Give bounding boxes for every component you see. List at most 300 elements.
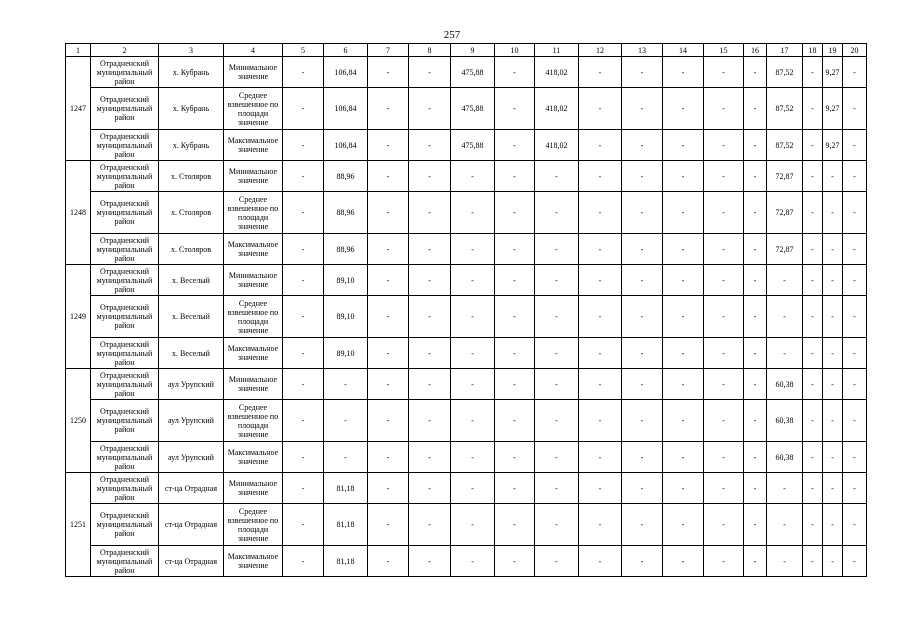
header-cell: 16 bbox=[744, 44, 767, 57]
value-cell: - bbox=[704, 161, 744, 192]
header-cell: 12 bbox=[579, 44, 622, 57]
value-type-cell: Среднее взвешенное по площади значение bbox=[224, 504, 283, 546]
settlement-cell: х. Кубрань bbox=[159, 88, 224, 130]
value-cell: - bbox=[409, 369, 451, 400]
value-cell: - bbox=[409, 130, 451, 161]
table-row bbox=[66, 296, 867, 338]
value-cell: - bbox=[409, 338, 451, 369]
value-type-cell: Максимальное значение bbox=[224, 338, 283, 369]
value-cell: - bbox=[622, 161, 663, 192]
value-cell: - bbox=[663, 265, 704, 296]
value-cell: 418,02 bbox=[535, 57, 579, 88]
value-cell: - bbox=[451, 442, 495, 473]
table-row bbox=[66, 369, 867, 400]
settlement-cell: х. Столяров bbox=[159, 192, 224, 234]
settlement-cell: х. Столяров bbox=[159, 234, 224, 265]
settlement-cell: аул Урупский bbox=[159, 369, 224, 400]
value-cell: - bbox=[823, 473, 843, 504]
value-cell: - bbox=[579, 265, 622, 296]
settlement-cell: х. Веселый bbox=[159, 265, 224, 296]
value-cell: - bbox=[843, 504, 867, 546]
value-cell: - bbox=[803, 400, 823, 442]
settlement-cell: ст-ца Отрадная bbox=[159, 546, 224, 577]
value-type-cell: Максимальное значение bbox=[224, 546, 283, 577]
value-cell: 81,18 bbox=[324, 504, 368, 546]
header-cell: 8 bbox=[409, 44, 451, 57]
value-cell: - bbox=[622, 400, 663, 442]
value-cell: 475,88 bbox=[451, 130, 495, 161]
value-cell: - bbox=[324, 369, 368, 400]
value-cell: - bbox=[495, 192, 535, 234]
value-cell: - bbox=[579, 400, 622, 442]
value-cell: - bbox=[495, 234, 535, 265]
value-cell: - bbox=[368, 192, 409, 234]
value-cell: - bbox=[843, 192, 867, 234]
value-type-cell: Среднее взвешенное по площади значение bbox=[224, 192, 283, 234]
value-cell: - bbox=[744, 546, 767, 577]
value-cell: - bbox=[579, 161, 622, 192]
value-cell: - bbox=[704, 57, 744, 88]
value-cell: - bbox=[495, 504, 535, 546]
value-cell: - bbox=[283, 265, 324, 296]
value-cell: 475,88 bbox=[451, 88, 495, 130]
value-cell: - bbox=[495, 338, 535, 369]
table-row bbox=[66, 442, 867, 473]
value-cell: - bbox=[495, 57, 535, 88]
value-cell: - bbox=[579, 504, 622, 546]
value-cell: - bbox=[823, 369, 843, 400]
value-cell: - bbox=[622, 88, 663, 130]
value-cell: - bbox=[451, 265, 495, 296]
value-cell: - bbox=[535, 546, 579, 577]
value-cell: - bbox=[823, 192, 843, 234]
value-type-cell: Минимальное значение bbox=[224, 161, 283, 192]
value-cell: - bbox=[704, 192, 744, 234]
value-cell: - bbox=[744, 130, 767, 161]
district-cell: Отрадненский муниципальный район bbox=[91, 234, 159, 265]
settlement-cell: х. Веселый bbox=[159, 338, 224, 369]
value-cell: - bbox=[663, 130, 704, 161]
value-cell: - bbox=[535, 192, 579, 234]
value-type-cell: Максимальное значение bbox=[224, 442, 283, 473]
value-cell: - bbox=[409, 546, 451, 577]
value-cell: - bbox=[283, 57, 324, 88]
value-cell: - bbox=[803, 338, 823, 369]
value-cell: 89,10 bbox=[324, 265, 368, 296]
settlement-cell: аул Урупский bbox=[159, 400, 224, 442]
value-cell: 106,84 bbox=[324, 130, 368, 161]
value-cell: - bbox=[368, 473, 409, 504]
value-cell: - bbox=[283, 369, 324, 400]
value-cell: - bbox=[368, 57, 409, 88]
value-cell: - bbox=[409, 192, 451, 234]
header-cell: 2 bbox=[91, 44, 159, 57]
value-cell: 418,02 bbox=[535, 130, 579, 161]
settlement-cell: ст-ца Отрадная bbox=[159, 473, 224, 504]
value-cell: - bbox=[704, 473, 744, 504]
value-cell: - bbox=[283, 88, 324, 130]
value-cell: - bbox=[843, 296, 867, 338]
value-type-cell: Минимальное значение bbox=[224, 473, 283, 504]
value-cell: - bbox=[823, 546, 843, 577]
value-cell: 106,84 bbox=[324, 88, 368, 130]
district-cell: Отрадненский муниципальный район bbox=[91, 88, 159, 130]
value-cell: - bbox=[451, 161, 495, 192]
value-cell: - bbox=[451, 234, 495, 265]
value-cell: - bbox=[663, 442, 704, 473]
header-cell: 10 bbox=[495, 44, 535, 57]
value-cell: - bbox=[843, 400, 867, 442]
value-cell: - bbox=[368, 234, 409, 265]
value-cell: - bbox=[704, 338, 744, 369]
value-type-cell: Среднее взвешенное по площади значение bbox=[224, 88, 283, 130]
header-cell: 6 bbox=[324, 44, 368, 57]
value-cell: - bbox=[843, 57, 867, 88]
value-cell: - bbox=[843, 442, 867, 473]
value-cell: - bbox=[622, 369, 663, 400]
value-cell: - bbox=[622, 546, 663, 577]
value-cell: - bbox=[579, 234, 622, 265]
value-cell: - bbox=[803, 265, 823, 296]
value-cell: - bbox=[843, 265, 867, 296]
value-cell: - bbox=[704, 400, 744, 442]
value-cell: - bbox=[409, 88, 451, 130]
value-cell: - bbox=[451, 338, 495, 369]
table-row bbox=[66, 234, 867, 265]
district-cell: Отрадненский муниципальный район bbox=[91, 369, 159, 400]
value-cell: - bbox=[843, 473, 867, 504]
value-cell: - bbox=[579, 57, 622, 88]
value-cell: - bbox=[283, 504, 324, 546]
table-row bbox=[66, 192, 867, 234]
value-cell: - bbox=[535, 161, 579, 192]
header-cell: 1 bbox=[66, 44, 91, 57]
value-cell: - bbox=[843, 546, 867, 577]
value-cell: - bbox=[823, 296, 843, 338]
value-cell: - bbox=[663, 504, 704, 546]
value-type-cell: Минимальное значение bbox=[224, 369, 283, 400]
value-cell: - bbox=[579, 88, 622, 130]
table-row bbox=[66, 161, 867, 192]
value-cell: - bbox=[495, 546, 535, 577]
value-cell: - bbox=[622, 234, 663, 265]
value-cell: - bbox=[368, 130, 409, 161]
value-cell: - bbox=[744, 57, 767, 88]
value-cell: - bbox=[663, 400, 704, 442]
value-cell: - bbox=[495, 161, 535, 192]
value-cell: - bbox=[622, 338, 663, 369]
row-number-cell: 1248 bbox=[66, 161, 91, 265]
value-cell: - bbox=[495, 88, 535, 130]
header-cell: 7 bbox=[368, 44, 409, 57]
value-cell: - bbox=[622, 296, 663, 338]
value-type-cell: Минимальное значение bbox=[224, 265, 283, 296]
value-cell: - bbox=[803, 57, 823, 88]
value-cell: 60,38 bbox=[767, 400, 803, 442]
value-cell: 88,96 bbox=[324, 161, 368, 192]
district-cell: Отрадненский муниципальный район bbox=[91, 400, 159, 442]
value-cell: - bbox=[409, 161, 451, 192]
value-cell: - bbox=[368, 265, 409, 296]
value-cell: - bbox=[663, 473, 704, 504]
value-cell: - bbox=[803, 369, 823, 400]
value-cell: - bbox=[744, 369, 767, 400]
value-cell: - bbox=[283, 296, 324, 338]
value-cell: - bbox=[451, 473, 495, 504]
value-cell: - bbox=[535, 338, 579, 369]
value-cell: - bbox=[495, 265, 535, 296]
value-cell: - bbox=[535, 442, 579, 473]
value-cell: 88,96 bbox=[324, 234, 368, 265]
value-cell: - bbox=[744, 192, 767, 234]
value-cell: - bbox=[535, 473, 579, 504]
value-cell: - bbox=[663, 546, 704, 577]
value-cell: - bbox=[368, 546, 409, 577]
value-cell: 81,18 bbox=[324, 546, 368, 577]
value-cell: - bbox=[622, 442, 663, 473]
value-cell: - bbox=[579, 473, 622, 504]
value-cell: - bbox=[451, 192, 495, 234]
value-type-cell: Среднее взвешенное по площади значение bbox=[224, 400, 283, 442]
value-cell: 87,52 bbox=[767, 57, 803, 88]
header-cell: 9 bbox=[451, 44, 495, 57]
value-cell: - bbox=[843, 88, 867, 130]
value-cell: - bbox=[744, 400, 767, 442]
value-cell: 9,27 bbox=[823, 130, 843, 161]
value-cell: - bbox=[451, 369, 495, 400]
value-cell: - bbox=[283, 473, 324, 504]
value-cell: - bbox=[495, 130, 535, 161]
header-cell: 13 bbox=[622, 44, 663, 57]
value-cell: - bbox=[409, 265, 451, 296]
value-type-cell: Максимальное значение bbox=[224, 234, 283, 265]
value-cell: - bbox=[324, 442, 368, 473]
value-cell: - bbox=[495, 296, 535, 338]
value-cell: 60,38 bbox=[767, 369, 803, 400]
value-cell: - bbox=[803, 161, 823, 192]
value-cell: 87,52 bbox=[767, 88, 803, 130]
value-cell: - bbox=[283, 400, 324, 442]
value-cell: 9,27 bbox=[823, 57, 843, 88]
value-cell: - bbox=[622, 57, 663, 88]
value-cell: 60,38 bbox=[767, 442, 803, 473]
value-cell: 106,84 bbox=[324, 57, 368, 88]
table-row bbox=[66, 400, 867, 442]
value-cell: - bbox=[368, 338, 409, 369]
value-cell: - bbox=[283, 234, 324, 265]
value-cell: - bbox=[409, 473, 451, 504]
district-cell: Отрадненский муниципальный район bbox=[91, 161, 159, 192]
value-cell: - bbox=[803, 192, 823, 234]
value-cell: 72,87 bbox=[767, 192, 803, 234]
value-cell: - bbox=[843, 161, 867, 192]
value-cell: - bbox=[663, 161, 704, 192]
district-cell: Отрадненский муниципальный район bbox=[91, 130, 159, 161]
value-cell: - bbox=[451, 296, 495, 338]
value-cell: - bbox=[767, 546, 803, 577]
table-row bbox=[66, 130, 867, 161]
header-cell: 18 bbox=[803, 44, 823, 57]
value-cell: 87,52 bbox=[767, 130, 803, 161]
value-cell: - bbox=[368, 296, 409, 338]
value-cell: - bbox=[368, 504, 409, 546]
value-cell: - bbox=[535, 265, 579, 296]
value-cell: - bbox=[767, 265, 803, 296]
settlement-cell: х. Столяров bbox=[159, 161, 224, 192]
value-cell: - bbox=[843, 130, 867, 161]
value-cell: - bbox=[744, 296, 767, 338]
value-cell: - bbox=[803, 296, 823, 338]
value-cell: - bbox=[535, 296, 579, 338]
value-cell: - bbox=[495, 442, 535, 473]
district-cell: Отрадненский муниципальный район bbox=[91, 296, 159, 338]
value-cell: - bbox=[579, 442, 622, 473]
value-cell: - bbox=[704, 546, 744, 577]
table-row bbox=[66, 57, 867, 88]
row-number-cell: 1247 bbox=[66, 57, 91, 161]
value-cell: - bbox=[495, 400, 535, 442]
value-cell: - bbox=[283, 338, 324, 369]
table-row bbox=[66, 504, 867, 546]
value-cell: - bbox=[843, 369, 867, 400]
value-cell: - bbox=[579, 192, 622, 234]
header-cell: 15 bbox=[704, 44, 744, 57]
value-cell: - bbox=[409, 57, 451, 88]
table-row bbox=[66, 265, 867, 296]
value-cell: - bbox=[622, 130, 663, 161]
value-cell: - bbox=[663, 57, 704, 88]
value-cell: - bbox=[368, 161, 409, 192]
value-cell: - bbox=[622, 473, 663, 504]
value-cell: - bbox=[803, 473, 823, 504]
value-cell: - bbox=[283, 192, 324, 234]
value-cell: - bbox=[803, 546, 823, 577]
value-cell: - bbox=[744, 338, 767, 369]
table-body bbox=[66, 57, 867, 577]
district-cell: Отрадненский муниципальный район bbox=[91, 192, 159, 234]
value-cell: - bbox=[823, 265, 843, 296]
district-cell: Отрадненский муниципальный район bbox=[91, 338, 159, 369]
district-cell: Отрадненский муниципальный район bbox=[91, 57, 159, 88]
header-cell: 20 bbox=[843, 44, 867, 57]
value-type-cell: Максимальное значение bbox=[224, 130, 283, 161]
value-cell: 418,02 bbox=[535, 88, 579, 130]
value-cell: 475,88 bbox=[451, 57, 495, 88]
value-cell: - bbox=[744, 234, 767, 265]
value-cell: - bbox=[409, 234, 451, 265]
value-cell: - bbox=[535, 400, 579, 442]
value-cell: - bbox=[622, 265, 663, 296]
value-cell: - bbox=[704, 265, 744, 296]
table-row bbox=[66, 88, 867, 130]
value-cell: - bbox=[823, 400, 843, 442]
row-number-cell: 1251 bbox=[66, 473, 91, 577]
value-cell: - bbox=[622, 192, 663, 234]
value-cell: - bbox=[283, 546, 324, 577]
settlement-cell: х. Веселый bbox=[159, 296, 224, 338]
value-cell: - bbox=[704, 369, 744, 400]
value-cell: - bbox=[663, 88, 704, 130]
header-cell: 19 bbox=[823, 44, 843, 57]
value-type-cell: Минимальное значение bbox=[224, 57, 283, 88]
value-cell: 9,27 bbox=[823, 88, 843, 130]
header-row bbox=[66, 44, 867, 57]
value-cell: - bbox=[451, 504, 495, 546]
value-cell: - bbox=[823, 161, 843, 192]
value-cell: - bbox=[409, 296, 451, 338]
value-cell: 72,87 bbox=[767, 161, 803, 192]
district-cell: Отрадненский муниципальный район bbox=[91, 265, 159, 296]
value-cell: 72,87 bbox=[767, 234, 803, 265]
table-row bbox=[66, 473, 867, 504]
value-cell: - bbox=[843, 234, 867, 265]
value-cell: - bbox=[579, 296, 622, 338]
value-cell: - bbox=[283, 161, 324, 192]
value-cell: - bbox=[451, 546, 495, 577]
value-cell: - bbox=[767, 504, 803, 546]
value-cell: - bbox=[663, 369, 704, 400]
table-row bbox=[66, 546, 867, 577]
value-cell: 89,10 bbox=[324, 338, 368, 369]
value-cell: - bbox=[535, 369, 579, 400]
value-cell: - bbox=[823, 442, 843, 473]
settlement-cell: х. Кубрань bbox=[159, 130, 224, 161]
value-cell: - bbox=[843, 338, 867, 369]
value-cell: - bbox=[368, 88, 409, 130]
value-cell: - bbox=[663, 192, 704, 234]
value-cell: - bbox=[744, 88, 767, 130]
value-cell: - bbox=[283, 130, 324, 161]
district-cell: Отрадненский муниципальный район bbox=[91, 546, 159, 577]
value-cell: - bbox=[451, 400, 495, 442]
value-cell: - bbox=[803, 130, 823, 161]
value-cell: - bbox=[823, 504, 843, 546]
value-cell: - bbox=[744, 161, 767, 192]
value-cell: - bbox=[823, 338, 843, 369]
value-cell: - bbox=[704, 234, 744, 265]
header-cell: 4 bbox=[224, 44, 283, 57]
value-cell: - bbox=[803, 88, 823, 130]
value-cell: - bbox=[579, 338, 622, 369]
value-cell: - bbox=[767, 338, 803, 369]
value-cell: - bbox=[409, 400, 451, 442]
district-cell: Отрадненский муниципальный район bbox=[91, 442, 159, 473]
district-cell: Отрадненский муниципальный район bbox=[91, 504, 159, 546]
value-cell: - bbox=[368, 442, 409, 473]
value-cell: - bbox=[663, 338, 704, 369]
settlement-cell: ст-ца Отрадная bbox=[159, 504, 224, 546]
page-number: 257 bbox=[443, 29, 461, 41]
value-cell: - bbox=[535, 234, 579, 265]
row-number-cell: 1250 bbox=[66, 369, 91, 473]
value-cell: - bbox=[368, 369, 409, 400]
value-cell: - bbox=[823, 234, 843, 265]
value-cell: - bbox=[704, 88, 744, 130]
value-cell: - bbox=[579, 130, 622, 161]
district-cell: Отрадненский муниципальный район bbox=[91, 473, 159, 504]
settlement-cell: аул Урупский bbox=[159, 442, 224, 473]
data-table bbox=[65, 43, 867, 577]
header-cell: 17 bbox=[767, 44, 803, 57]
value-cell: - bbox=[579, 546, 622, 577]
settlement-cell: х. Кубрань bbox=[159, 57, 224, 88]
table-row bbox=[66, 338, 867, 369]
value-cell: - bbox=[535, 504, 579, 546]
value-cell: - bbox=[704, 296, 744, 338]
value-cell: - bbox=[704, 442, 744, 473]
value-cell: - bbox=[324, 400, 368, 442]
value-cell: - bbox=[704, 130, 744, 161]
